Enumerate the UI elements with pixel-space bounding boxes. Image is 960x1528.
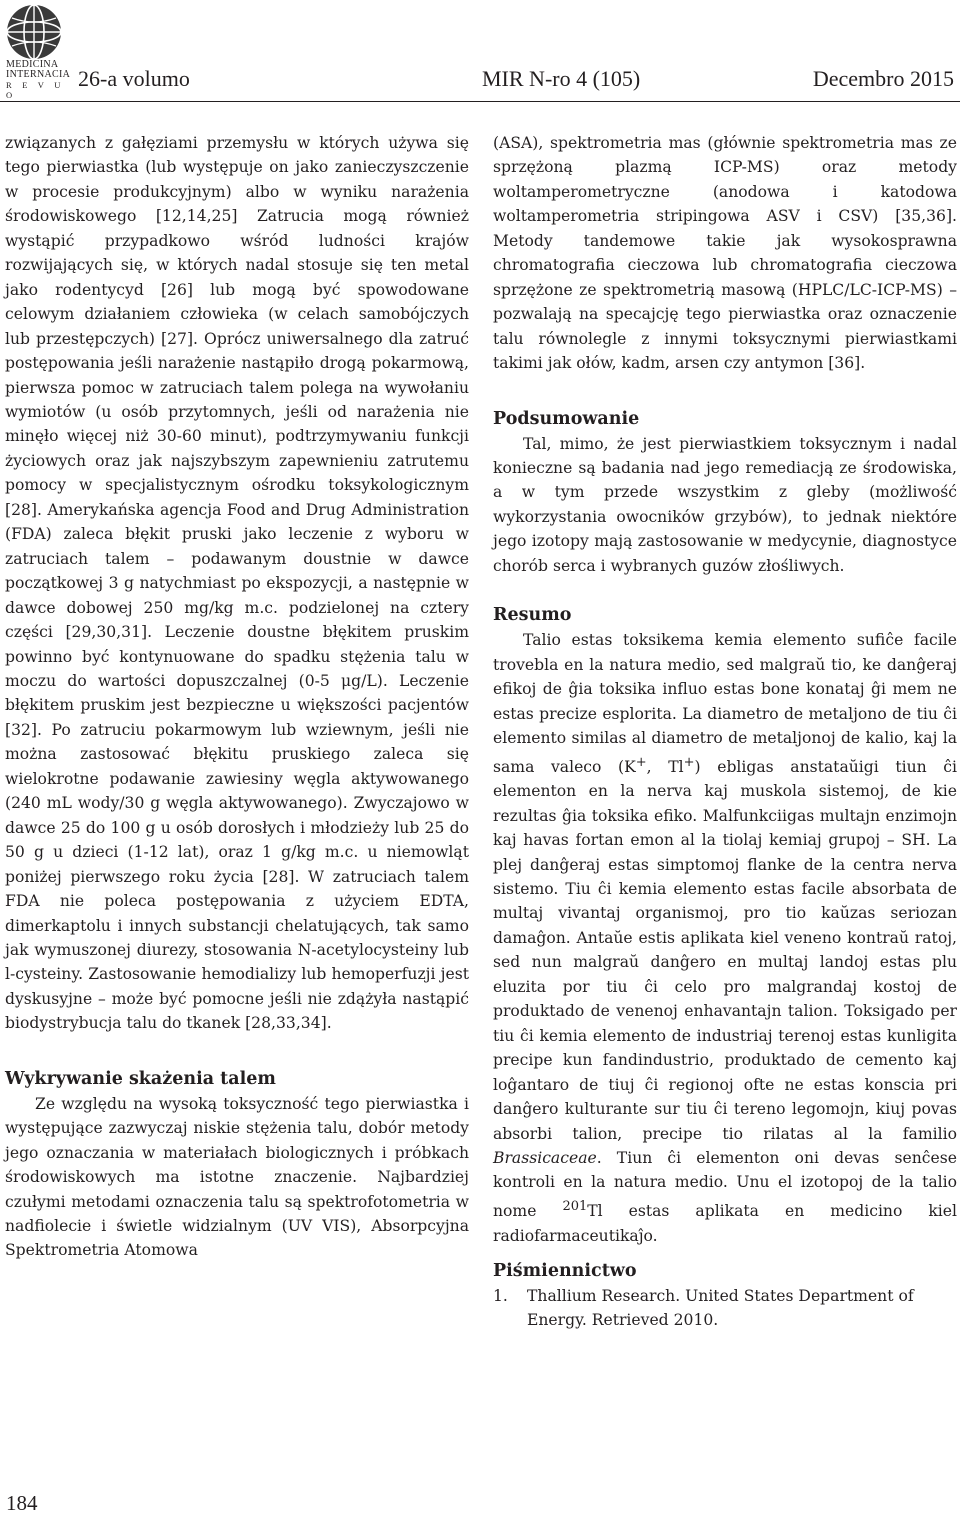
logo-line-1: MEDICINA xyxy=(6,59,59,70)
section-heading-summary: Podsumowanie xyxy=(493,408,640,429)
section-heading-references: Piśmiennictwo xyxy=(493,1260,637,1281)
reference-list xyxy=(493,1284,957,1333)
page-number: 184 xyxy=(6,1491,38,1515)
reference-item xyxy=(493,1284,957,1333)
right-column xyxy=(493,131,957,1333)
reference-text: Thallium Research. United States Department of Energy. Retrieved 2010. xyxy=(527,1286,914,1330)
globe-logo-icon xyxy=(6,4,62,60)
journal-logo-text xyxy=(6,60,70,100)
reference-number: 1. xyxy=(493,1286,508,1305)
volume-label: 26-a volumo xyxy=(78,66,190,91)
left-paragraph-2: Ze względu na wysoką toksyczność tego pierwiastka i występujące zazwyczaj niskie stężenia talu, dobór metody jego oznaczania w materiałach biologicznych i próbkach środowiskowych ma istotne znaczenie. Najbardziej czułymi metodami oznaczenia talu są spektrofotometria w nadfiolecie i świetle widzialnym (UV VIS), Absorpcyjna Spektrometria Atomowa xyxy=(5,1094,469,1260)
right-paragraph-resumo: Talio estas toksikema kemia elemento sufiĉe facile trovebla en la natura medio, sed malgraŭ tio, ke danĝeraj efikoj de ĝia toksika influo estas bone konataj ĝi mem ne estas precize esplorita. La diametro de metaljono de tiu ĉi elemento similas al diametro de metaljonoj de kalio, kaj la sama valeco (K+, Tl+) ebligas anstataŭigi tiun ĉi elementon en la nerva kaj muskola sistemoj, de kie rezultas ĝia toksika efiko. Malfunkciigas multajn enzimojn kaj havas fortan emon al la tiolaj kemiaj grupoj – SH. La plej danĝeraj estas simptomoj flanke de la centra nerva sistemo. Tiu ĉi kemia elemento estas facile absorbata de multaj vivantaj organismoj, pro tio kaŭzas seriozan damaĝon. Antaŭe estis aplikata kiel veneno kontraŭ ratoj, sed nun malgraŭ danĝero en multaj landoj estas plu eluzita por tiu ĉi celo pro malgrandaj kostoj de produktado de venenoj enhavantajn talion. Toksigado per tiu ĉi kemia elemento de industriaj terenoj estas kunligita precipe kun fandindustrio, produktado de cemento kaj loĝantaro de tiuj ĉi regionoj ofte ne estas konscia pri danĝero kulturante sur tiu ĉi tereno legomojn, kiuj povas absorbi talion, precipe tio rilatas al la familio Brassicaceae. Tiun ĉi elementon oni devas senĉese kontroli en la natura medio. Unu el izotopoj de la talio nome $^{201}$Tl estas aplikata en medicino kiel radiofarmaceutikaĵo. xyxy=(493,631,958,1245)
logo-line-2: INTERNACIA xyxy=(6,69,71,80)
left-paragraph-1: związanych z gałęziami przemysłu w których używa się tego pierwiastka (lub występuje on jako zanieczyszczenie w procesie produkcyjnym) albo w wyniku narażenia środowiskowego [12,14,25] Zatrucia mogą również wystąpić przypadkowo wśród ludności krajów rozwijających się, w których nadal stosuje się ten metal jako rodentycyd [26] lub mogą być spowodowane celowym działaniem człowieka (w celach samobójczych lub przestępczych) [27]. Oprócz uniwersalnego dla zatruć postępowania jeśli narażenie nastąpiło drogą pokarmową, pierwsza pomoc w zatruciach talem polega na wywołaniu wymiotów (u osób przytomnych, jeśli od narażenia nie minęło więcej niż 30-60 minut), podtrzymywaniu funkcji życiowych oraz jak najszybszym zapewnieniu zatrutemu pomocy w specjalistycznym ośrodku toksykologicznym [28]. Amerykańska agencja Food and Drug Administration (FDA) zaleca błękit pruski jako leczenie z wyboru w zatruciach talem – podawanym doustnie w dawce początkowej 3 g natychmiast po ekspozycji, a następnie w dawce dobowej 250 mg/kg m.c. podzielonej na cztery części [29,30,31]. Leczenie doustne błękitem pruskim powinno być kontynuowane do spadku stężenia talu w moczu do wartości dopuszczalnej (0-5 μg/L). Leczenie błękitem pruskim jest bezpieczne u większości pacjentów [32]. Po zatruciu pokarmowym lub wziewnym, jeśli nie można zastosować błękitu pruskiego zaleca się wielokrotne podawanie zawiesiny węgla aktywowanego (240 mL wody/30 g węgla aktywowanego). Zwyczajowo w dawce 25 do 100 g u osób dorosłych i młodzieży lub 25 do 50 g u dzieci (1-12 lat), oraz 1 g/kg m.c. u niemowląt poniżej pierwszego roku życia [28]. W zatruciach talem FDA nie poleca postępowania z użyciem EDTA, dimerkaptolu i innych substancji chelatujących, tak samo jak wymuszonej diurezy, stosowania N-acetylocysteiny lub l-cysteiny. Zastosowanie hemodializy lub hemoperfuzji jest dyskusyjne – może być pomocne jeśli nie zdążyła nastąpić biodystrybucja talu do tkanek [28,33,34]. xyxy=(5,134,469,1033)
date-label: Decembro 2015 xyxy=(812,66,954,91)
right-paragraph-summary: Tal, mimo, że jest pierwiastkiem toksycznym i nadal konieczne są badania nad jego remediacją ze środowiska, a w tym przede wszystkim z gleby (możliwość wykorzystania owocników grzybów), to jednak niektóre jego izotopy mają zastosowanie w medycynie, diagnostyce chorób serca i wybranych guzów złośliwych. xyxy=(493,434,957,575)
header-rule xyxy=(0,101,960,102)
right-paragraph-1: (ASA), spektrometria mas (głównie spektrometria mas ze sprzężoną plazmą ICP-MS) oraz metody woltamperometryczne (anodowa i katodowa woltamperometria stripingowa ASV i CSV) [35,36]. Metody tandemowe takie jak wysokosprawna chromatografia cieczowa lub chromatografia cieczowa sprzężone ze spektrometrią masową (HPLC/LC-ICP-MS) – pozwalają na specajcję tego pierwiastka oraz oznaczenie talu równolegle z innymi toksycznymi pierwiastkami takimi jak ołów, kadm, arsen czy antymon [36]. xyxy=(493,134,957,373)
page-header xyxy=(0,0,960,110)
section-heading-detection: Wykrywanie skażenia talem xyxy=(5,1068,276,1089)
section-heading-resumo: Resumo xyxy=(493,605,572,626)
logo-line-3: R E V U O xyxy=(6,80,65,100)
issue-label: MIR N-ro 4 (105) xyxy=(482,66,641,91)
left-column xyxy=(5,131,469,1263)
italic-family-name: Brassicaceae xyxy=(493,1148,597,1167)
